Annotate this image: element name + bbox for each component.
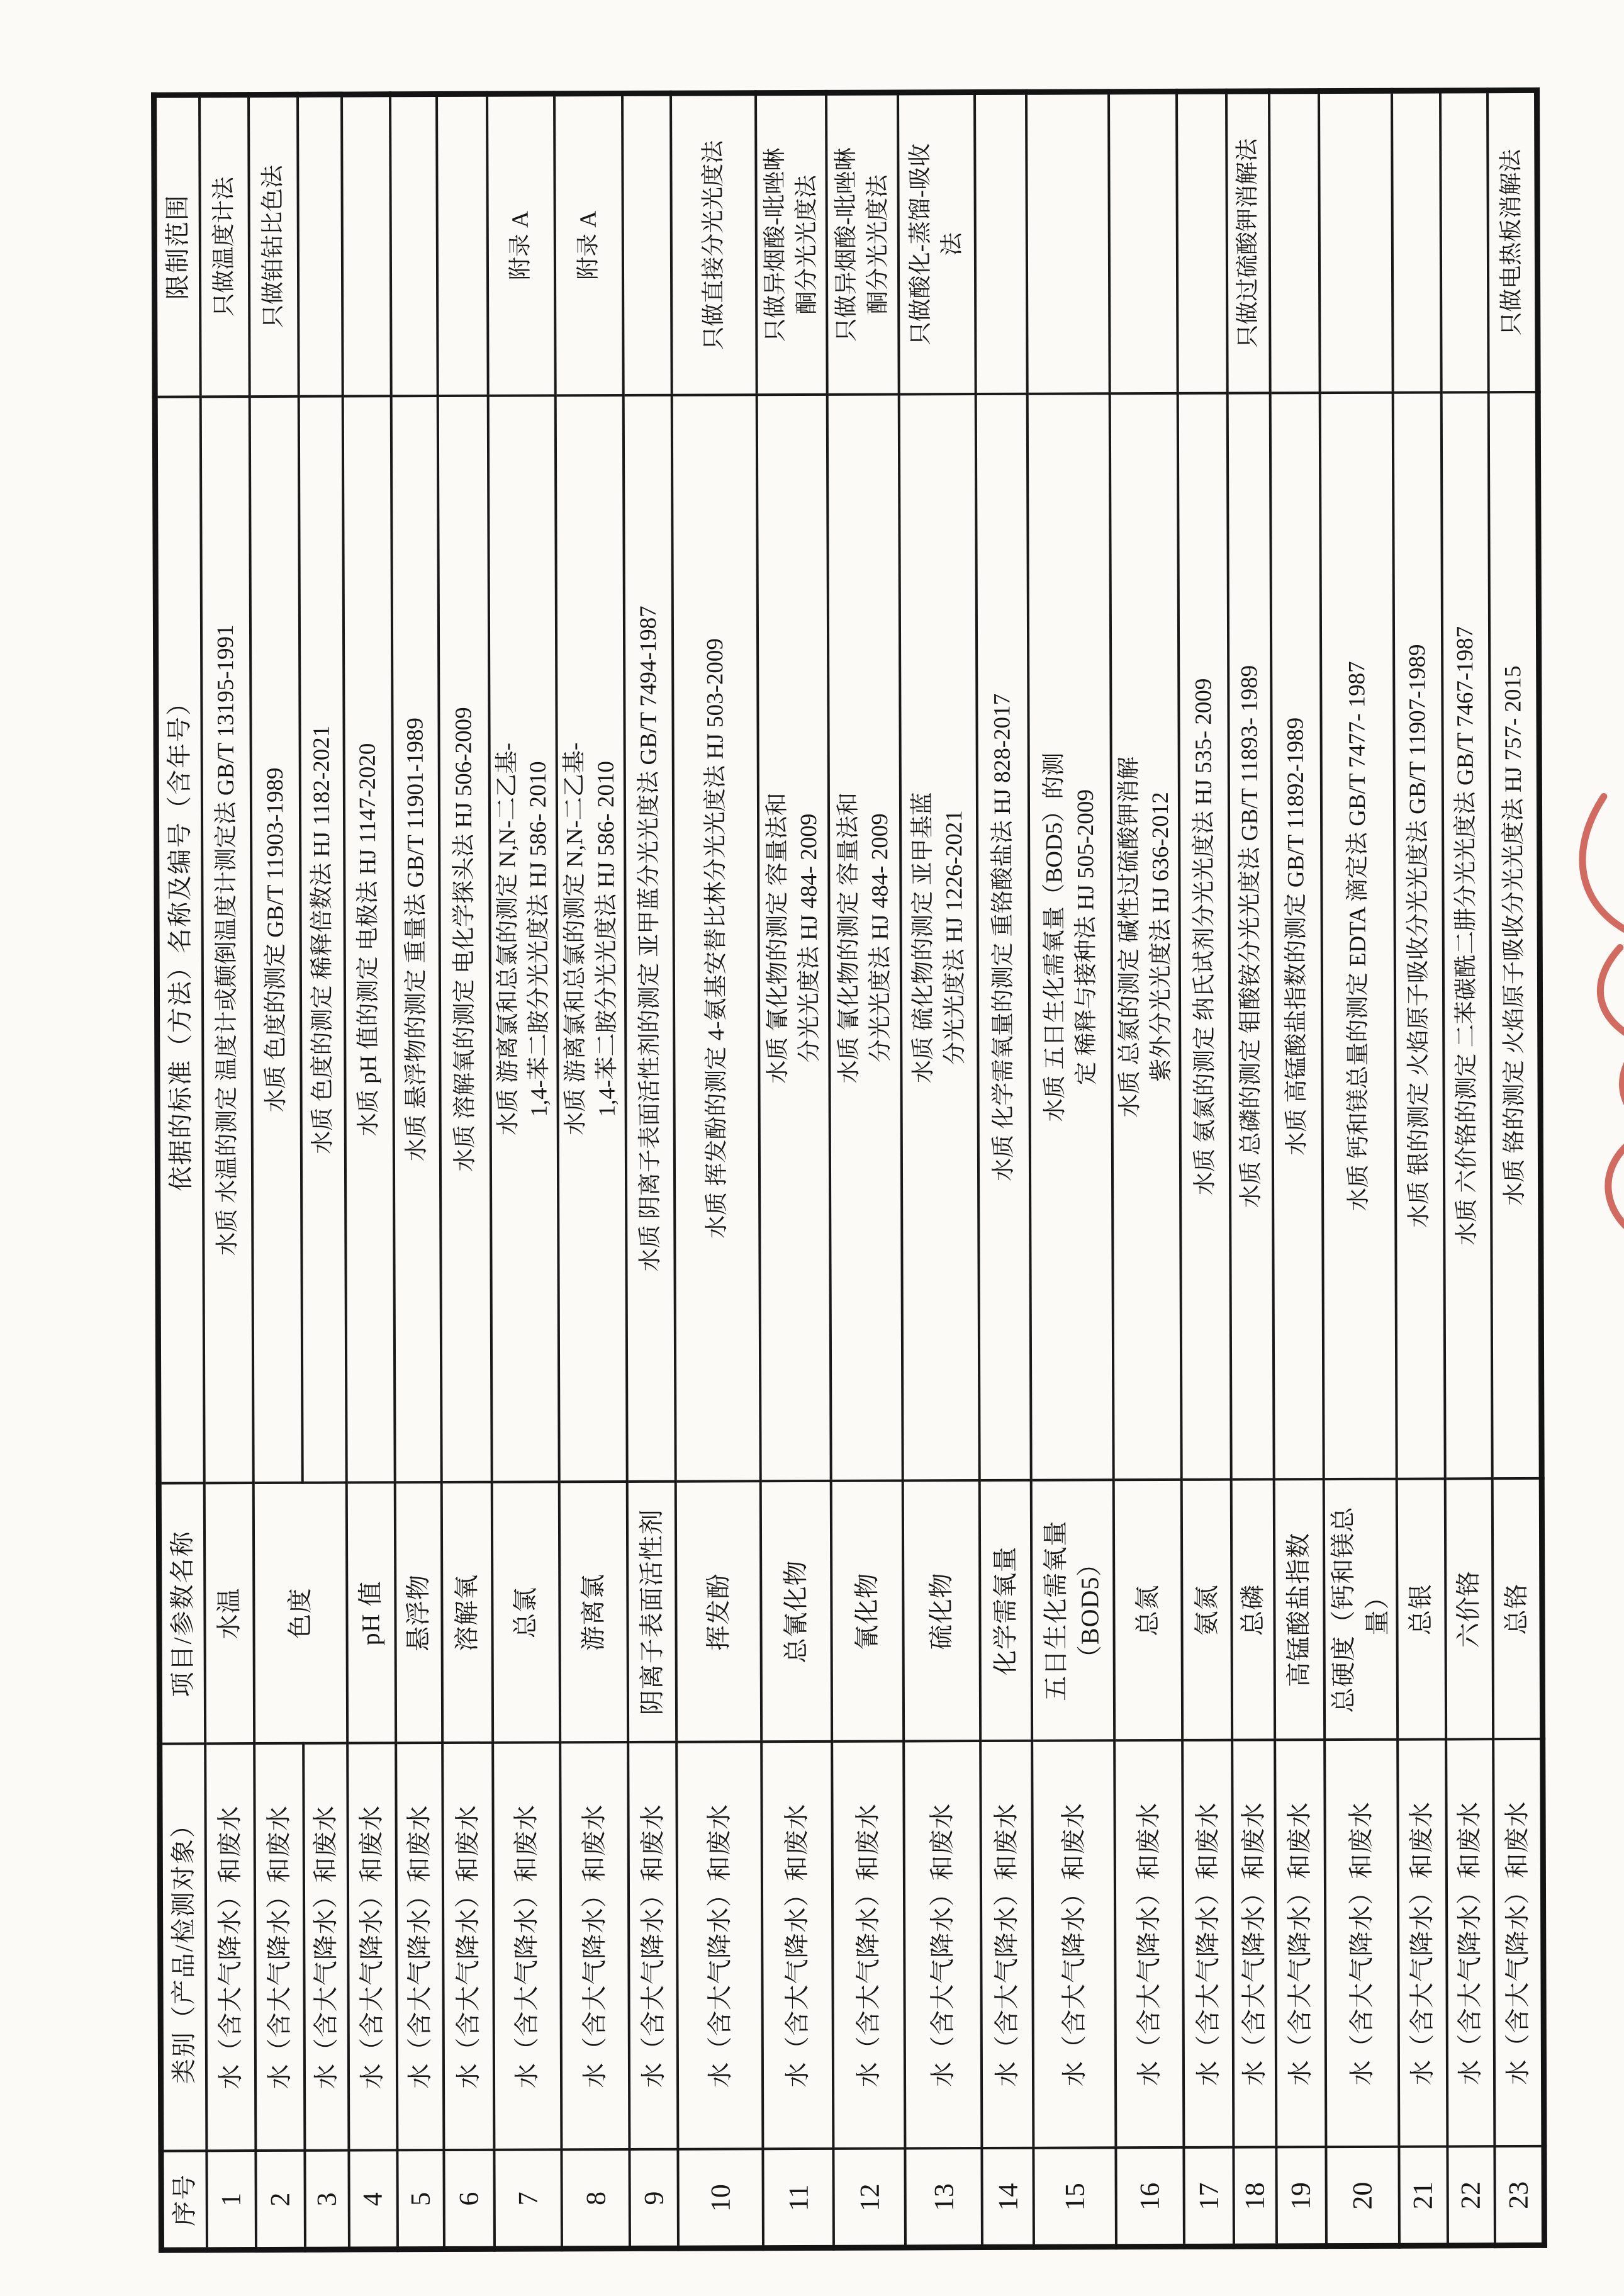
cell-param: 五日生化需氧量 （BOD5）	[1031, 1480, 1114, 1741]
header-no: 序号	[161, 2151, 207, 2250]
table-row	[249, 94, 305, 2249]
table-row	[975, 92, 1034, 2247]
cell-param: 总银	[1396, 1479, 1445, 1740]
table-row	[487, 94, 563, 2249]
cell-standard: 水质 总磷的测定 钼酸铵分光光度法 GB/T 11893- 1989	[1228, 393, 1274, 1480]
cell-limit: 只做酸化-蒸馏-吸收 法	[898, 93, 976, 395]
cell-no: 15	[1034, 2148, 1117, 2247]
cell-category: 水（含大气降水）和废水	[1493, 1739, 1544, 2146]
cell-no: 8	[562, 2149, 630, 2248]
cell-param: 溶解氧	[441, 1482, 492, 1743]
cell-no: 10	[678, 2149, 764, 2248]
accreditation-scope-table	[151, 87, 1547, 2253]
cell-standard: 水质 总氮的测定 碱性过硫酸钾消解 紫外分光光度法 HJ 636-2012	[1110, 393, 1182, 1480]
cell-no: 3	[305, 2151, 349, 2249]
cell-param: 总氯	[491, 1482, 560, 1743]
cell-limit: 只做电热板消解法	[1487, 90, 1538, 392]
cell-category: 水（含大气降水）和废水	[1114, 1740, 1184, 2147]
table-row	[898, 93, 982, 2248]
header-param: 项目/参数名称	[159, 1483, 204, 1744]
cell-category: 水（含大气降水）和废水	[676, 1742, 763, 2149]
cell-limit: 附录 A	[554, 94, 624, 396]
cell-param: 总氰化物	[761, 1481, 832, 1742]
cell-standard: 水质 水温的测定 温度计或颠倒温度计测定法 GB/T 13195-1991	[200, 397, 253, 1483]
cell-standard: 水质 pH 值的测定 电极法 HJ 1147-2020	[342, 397, 395, 1483]
cell-limit	[1177, 91, 1228, 393]
table-row	[756, 93, 834, 2248]
cell-standard: 水质 钙和镁总量的测定 EDTA 滴定法 GB/T 7477- 1987	[1319, 393, 1396, 1479]
cell-no: 12	[834, 2149, 906, 2248]
table-row	[1226, 91, 1276, 2246]
cell-limit	[1319, 91, 1393, 393]
cell-standard: 水质 色度的测定 GB/T 11903-1989	[249, 397, 302, 1483]
cell-param: 氰化物	[831, 1481, 904, 1742]
cell-param: 总氮	[1114, 1480, 1182, 1740]
table-row	[1109, 91, 1184, 2246]
cell-standard: 水质 阴离子表面活性剂的测定 亚甲蓝分光光度法 GB/T 7494-1987	[624, 395, 676, 1482]
cell-limit: 只做过硫酸钾消解法	[1226, 91, 1270, 393]
cell-no: 11	[763, 2149, 834, 2248]
cell-limit	[298, 94, 343, 397]
cell-limit	[1392, 91, 1442, 393]
cell-no: 21	[1399, 2147, 1448, 2246]
cell-limit	[437, 94, 488, 396]
cell-category: 水（含大气降水）和废水	[303, 1743, 349, 2151]
cell-param-merged: 色度	[253, 1483, 347, 1744]
table-row	[437, 94, 495, 2249]
cell-param: 总硬度（钙和镁总 量）	[1323, 1479, 1397, 1740]
cell-standard: 水质 五日生化需氧量（BOD5）的测 定 稀释与接种法 HJ 505-2009	[1028, 394, 1114, 1480]
header-standard: 依据的标准（方法）名称及编号（含年号）	[155, 397, 204, 1483]
cell-limit	[390, 94, 438, 397]
cell-standard: 水质 高锰酸盐指数的测定 GB/T 11892-1989	[1270, 393, 1323, 1480]
table-row	[199, 95, 256, 2250]
table-row	[342, 94, 398, 2249]
cell-limit	[622, 93, 672, 395]
cell-no: 14	[982, 2148, 1034, 2247]
cell-param: 高锰酸盐指数	[1274, 1480, 1324, 1740]
cell-no: 23	[1494, 2146, 1545, 2245]
table-row	[298, 94, 349, 2249]
table-row	[1177, 91, 1234, 2246]
cell-no: 17	[1184, 2147, 1235, 2246]
cell-standard: 水质 悬浮物的测定 重量法 GB/T 11901-1989	[391, 397, 441, 1483]
cell-category: 水（含大气降水）和废水	[1032, 1741, 1116, 2148]
cell-no: 2	[255, 2151, 305, 2249]
cell-param: pH 值	[346, 1483, 395, 1743]
cell-param: 硫化物	[903, 1481, 980, 1742]
cell-category: 水（含大气降水）和废水	[396, 1743, 444, 2151]
cell-category: 水（含大气降水）和废水	[832, 1742, 905, 2149]
cell-no: 16	[1116, 2147, 1184, 2246]
cell-standard: 水质 溶解氧的测定 电化学探头法 HJ 506-2009	[437, 396, 491, 1482]
cell-limit: 只做异烟酸-吡唑啉 酮分光光度法	[756, 93, 827, 395]
cell-standard: 水质 银的测定 火焰原子吸收分光光度法 GB/T 11907-1989	[1392, 393, 1445, 1479]
header-limit: 限制范围	[154, 95, 201, 397]
cell-no: 9	[630, 2149, 679, 2248]
cell-standard: 水质 氨氮的测定 纳氏试剂分光光度法 HJ 535- 2009	[1178, 393, 1231, 1480]
cell-limit: 附录 A	[487, 94, 556, 396]
cell-category: 水（含大气降水）和废水	[1182, 1740, 1233, 2147]
cell-category: 水（含大气降水）和废水	[205, 1744, 255, 2151]
cell-standard: 水质 色度的测定 稀释倍数法 HJ 1182-2021	[298, 397, 346, 1483]
cell-category: 水（含大气降水）和废水	[980, 1741, 1033, 2148]
cell-category: 水（含大气降水）和废水	[1275, 1740, 1326, 2147]
cell-no: 6	[444, 2150, 495, 2249]
cell-limit: 只做异烟酸-吡唑啉 酮分光光度法	[826, 93, 899, 395]
cell-no: 5	[397, 2151, 444, 2249]
cell-category: 水（含大气降水）和废水	[761, 1742, 833, 2149]
cell-standard: 水质 游离氯和总氯的测定 N,N-二乙基- 1,4-苯二胺分光光度法 HJ 586- 2010	[556, 396, 627, 1482]
header-row	[154, 95, 207, 2250]
cell-standard: 水质 氰化物的测定 容量法和 分光光度法 HJ 484- 2009	[827, 395, 903, 1481]
cell-standard: 水质 游离氯和总氯的测定 N,N-二乙基- 1,4-苯二胺分光光度法 HJ 586- 2010	[488, 396, 559, 1482]
cell-category: 水（含大气降水）和废水	[904, 1742, 982, 2149]
table-row	[671, 93, 763, 2248]
table-row	[554, 94, 630, 2249]
table-row	[1440, 91, 1495, 2246]
header-category: 类别（产品/检测对象）	[160, 1744, 206, 2151]
table-row	[622, 93, 678, 2248]
cell-category: 水（含大气降水）和废水	[442, 1743, 494, 2150]
table-row	[1487, 90, 1545, 2245]
cell-limit	[342, 94, 391, 397]
cell-category: 水（含大气降水）和废水	[628, 1742, 678, 2149]
cell-limit	[975, 92, 1028, 394]
cell-no: 1	[206, 2151, 256, 2250]
cell-no: 4	[349, 2151, 398, 2249]
cell-standard: 水质 铬的测定 火焰原子吸收分光光度法 HJ 757- 2015	[1488, 392, 1542, 1478]
cell-category: 水（含大气降水）和废水	[1324, 1740, 1399, 2147]
cell-standard: 水质 化学需氧量的测定 重铬酸盐法 HJ 828-2017	[976, 394, 1031, 1480]
table-row	[1269, 91, 1326, 2246]
rotated-table-wrapper	[151, 93, 1534, 2253]
cell-limit	[1109, 91, 1178, 393]
cell-param: 化学需氧量	[980, 1480, 1032, 1741]
cell-limit	[1269, 91, 1320, 393]
cell-category: 水（含大气降水）和废水	[1397, 1740, 1447, 2147]
cell-limit: 只做直接分光光度法	[671, 93, 757, 395]
cell-standard: 水质 挥发酚的测定 4-氨基安替比林分光光度法 HJ 503-2009	[672, 395, 761, 1482]
cell-no: 18	[1234, 2147, 1277, 2246]
cell-param: 游离氯	[559, 1482, 628, 1742]
cell-param: 挥发酚	[676, 1482, 761, 1742]
cell-limit: 只做温度计法	[199, 95, 250, 397]
cell-no: 7	[494, 2150, 562, 2249]
cell-category: 水（含大气降水）和废水	[1232, 1740, 1276, 2147]
cell-param: 水温	[204, 1483, 254, 1744]
cell-no: 20	[1326, 2147, 1399, 2246]
cell-param: 总磷	[1231, 1480, 1275, 1740]
cell-category: 水（含大气降水）和废水	[493, 1743, 562, 2150]
table-row	[1392, 91, 1448, 2246]
cell-no: 13	[905, 2149, 983, 2248]
table-row	[826, 93, 905, 2248]
cell-param: 氨氮	[1182, 1480, 1232, 1740]
cell-category: 水（含大气降水）和废水	[254, 1743, 305, 2151]
cell-standard: 水质 六价铬的测定 二苯碳酰二肼分光光度法 GB/T 7467-1987	[1441, 393, 1492, 1479]
cell-param: 六价铬	[1445, 1479, 1492, 1740]
cell-limit: 只做铂钴比色法	[249, 94, 299, 397]
table-row	[390, 94, 444, 2249]
cell-standard: 水质 硫化物的测定 亚甲基蓝 分光光度法 HJ 1226-2021	[899, 395, 980, 1481]
cell-no: 22	[1447, 2147, 1495, 2246]
cell-param: 悬浮物	[395, 1483, 442, 1743]
table-row	[1026, 92, 1116, 2247]
cell-category: 水（含大气降水）和废水	[561, 1742, 630, 2149]
cell-limit	[1026, 92, 1110, 394]
cell-category: 水（含大气降水）和废水	[1446, 1740, 1494, 2147]
cell-param: 总铬	[1492, 1478, 1542, 1739]
cell-no: 19	[1276, 2147, 1326, 2246]
cell-category: 水（含大气降水）和废水	[347, 1743, 397, 2151]
cell-standard: 水质 氰化物的测定 容量法和 分光光度法 HJ 484- 2009	[757, 395, 831, 1481]
table-row	[1319, 91, 1399, 2246]
cell-param: 阴离子表面活性剂	[627, 1482, 676, 1742]
cell-limit	[1440, 91, 1489, 393]
